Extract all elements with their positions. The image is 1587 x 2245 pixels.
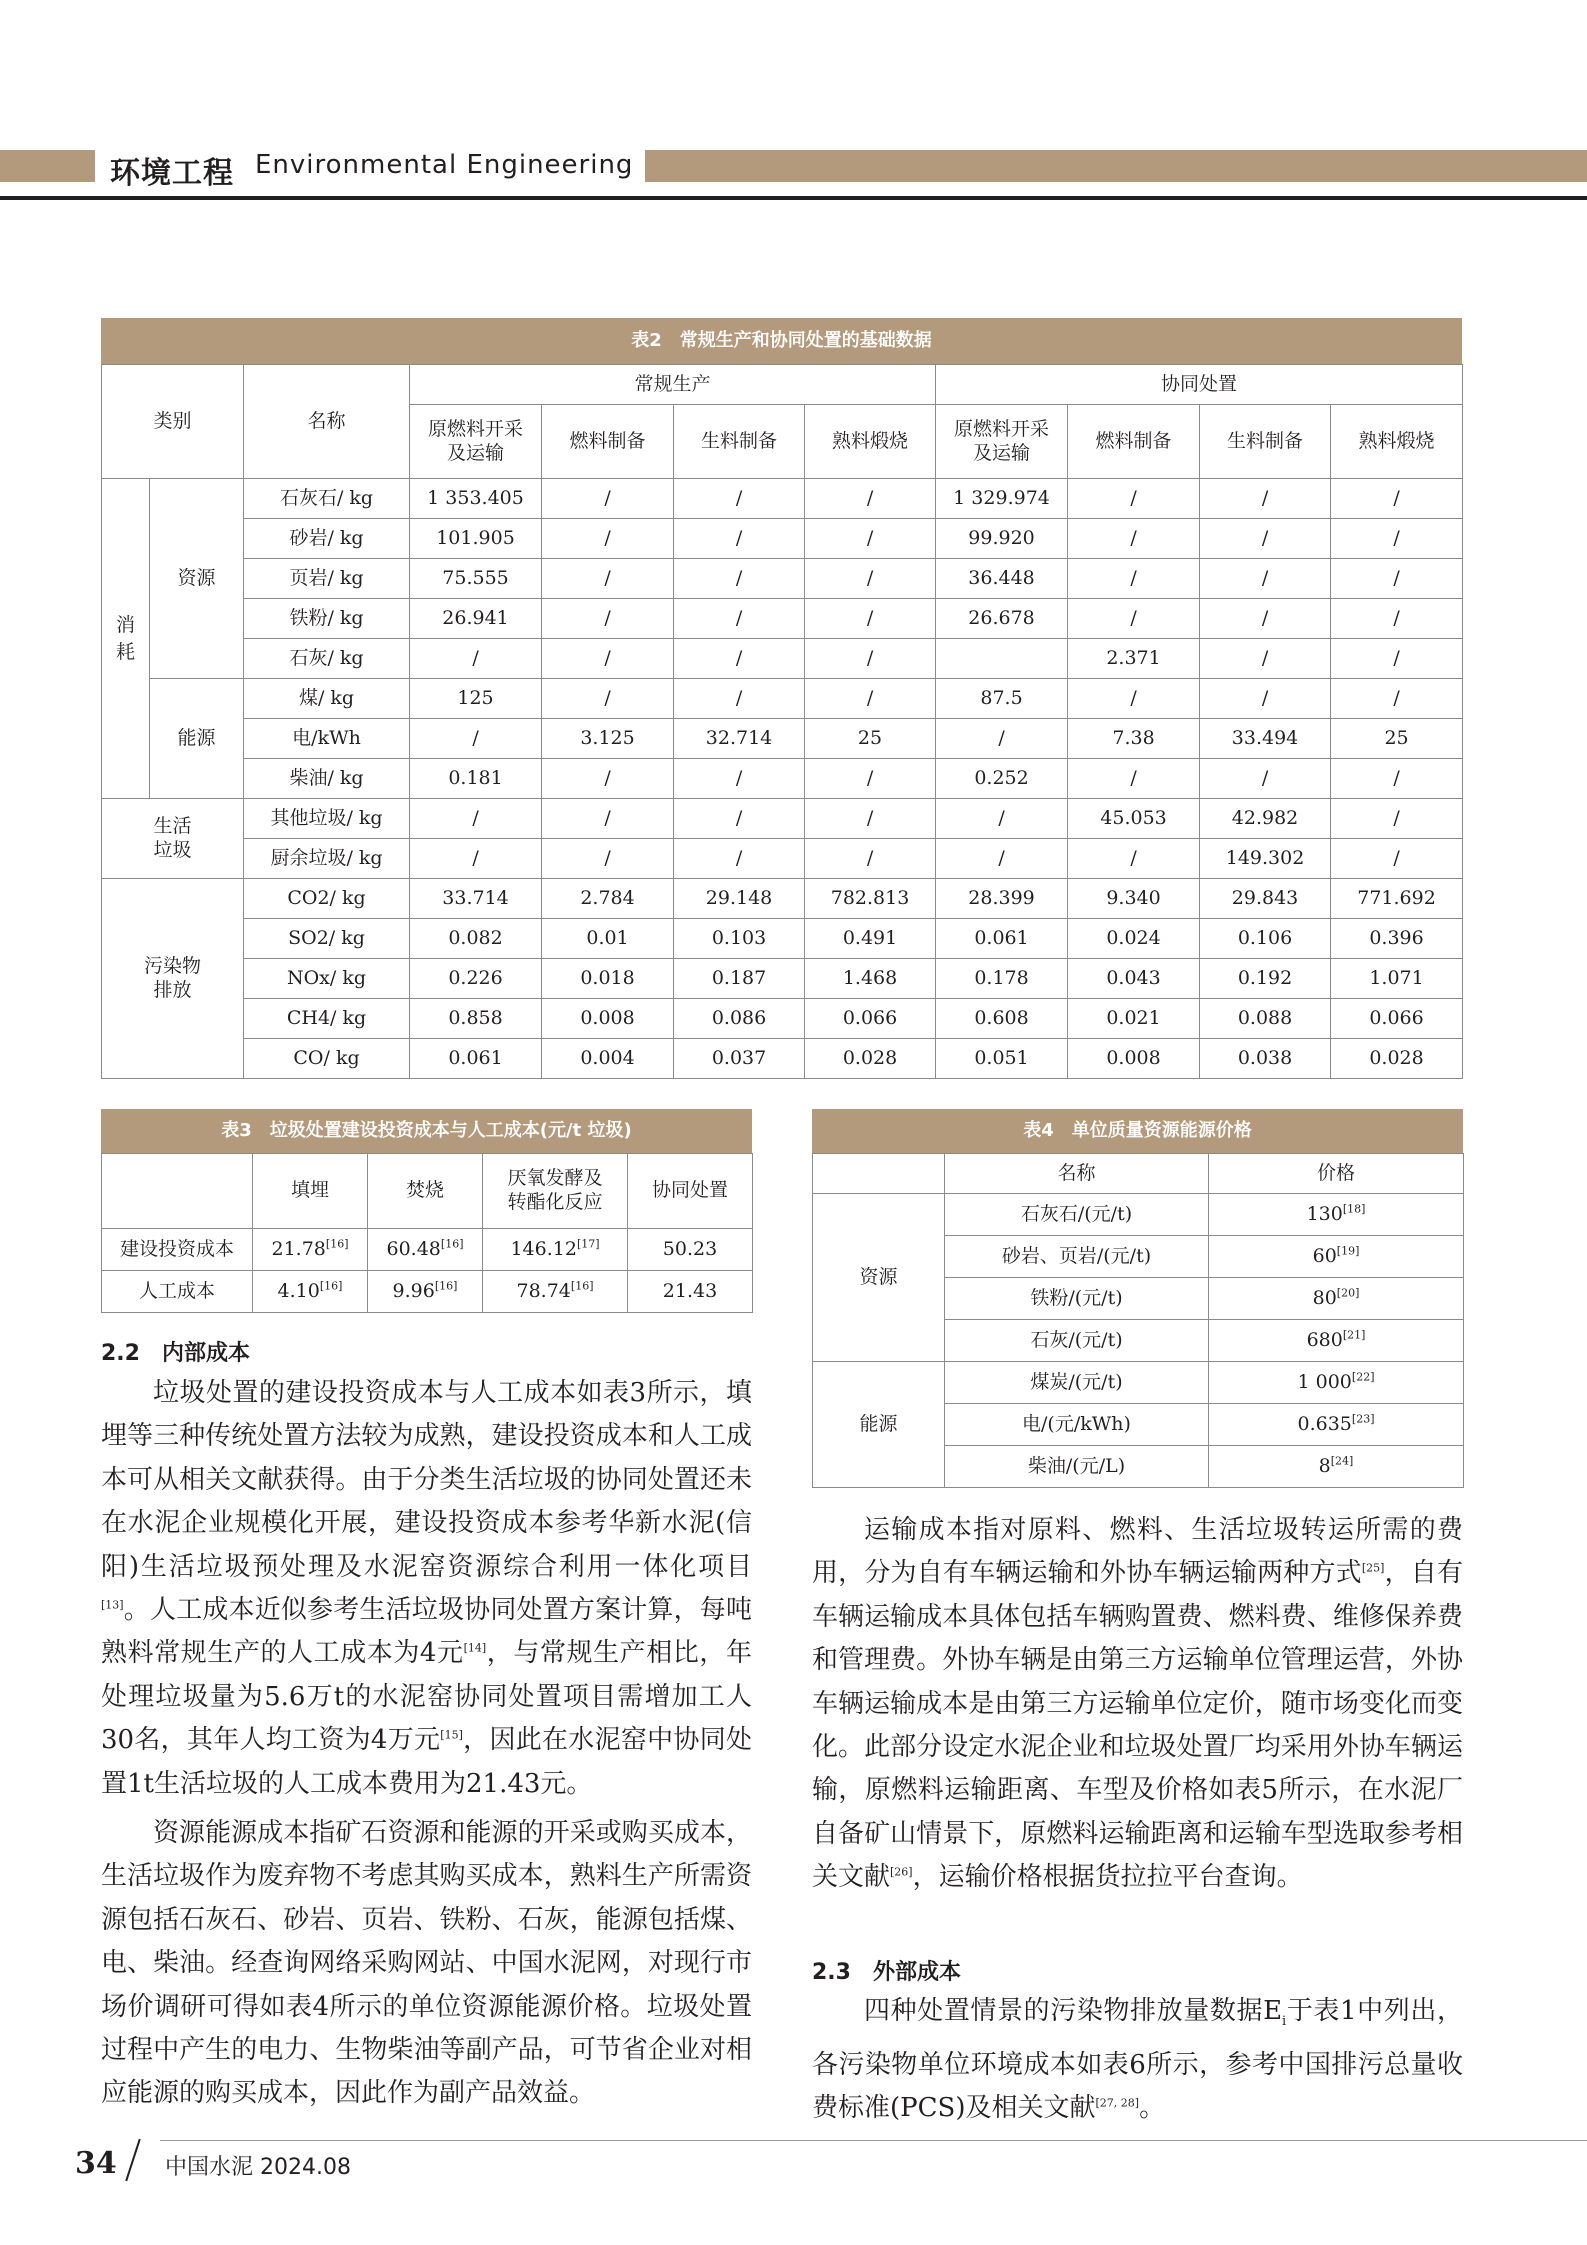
table2-cell: / bbox=[542, 759, 674, 799]
table2-cell: 42.982 bbox=[1200, 799, 1331, 839]
table3-col-header: 协同处置 bbox=[628, 1154, 753, 1229]
table2-cell: / bbox=[410, 719, 542, 759]
table2-cell: / bbox=[936, 839, 1068, 879]
journal-header bbox=[0, 148, 1587, 191]
table3-row-label: 建设投资成本 bbox=[102, 1229, 253, 1271]
page-number: 34 bbox=[75, 2146, 117, 2181]
table2-category-household-waste: 生活垃圾 bbox=[102, 799, 244, 879]
table4-price-cell: 80[20] bbox=[1209, 1278, 1464, 1320]
table4 bbox=[812, 1153, 1464, 1488]
table2-cell: / bbox=[1200, 479, 1331, 519]
table2-cell: 0.061 bbox=[410, 1039, 542, 1079]
table2-cell: / bbox=[1200, 559, 1331, 599]
header-accent-right bbox=[645, 150, 1587, 182]
table2 bbox=[101, 364, 1463, 1079]
table2-cell: / bbox=[542, 599, 674, 639]
table2-cell: / bbox=[1068, 559, 1200, 599]
table2-stage: 原燃料开采及运输 bbox=[410, 405, 542, 479]
table2-cell: 101.905 bbox=[410, 519, 542, 559]
section-2-2-heading: 2.2 内部成本 bbox=[101, 1341, 250, 1366]
table2-cell: 0.088 bbox=[1200, 999, 1331, 1039]
table2-cell: 0.066 bbox=[1331, 999, 1463, 1039]
table2-cell: 0.178 bbox=[936, 959, 1068, 999]
table2-cell: 28.399 bbox=[936, 879, 1068, 919]
table2-cell: / bbox=[805, 479, 936, 519]
table2-cell: 1.468 bbox=[805, 959, 936, 999]
table2-cell: 75.555 bbox=[410, 559, 542, 599]
table2-cell: 29.148 bbox=[674, 879, 805, 919]
table2-row-name: 其他垃圾/ kg bbox=[244, 799, 410, 839]
table2-cell: / bbox=[1068, 479, 1200, 519]
table2-cell: / bbox=[805, 519, 936, 559]
table2-cell: 1 353.405 bbox=[410, 479, 542, 519]
table3-cell: 50.23 bbox=[628, 1229, 753, 1271]
table2-cell: 0.086 bbox=[674, 999, 805, 1039]
table2-stage: 原燃料开采及运输 bbox=[936, 405, 1068, 479]
table2-subcategory-resource: 资源 bbox=[150, 479, 244, 679]
table2-cell: 33.494 bbox=[1200, 719, 1331, 759]
table2-subcategory-energy: 能源 bbox=[150, 679, 244, 799]
table4-header-price: 价格 bbox=[1209, 1154, 1464, 1194]
table2-cell: / bbox=[1331, 759, 1463, 799]
table2-cell: / bbox=[1331, 559, 1463, 599]
table2-cell: / bbox=[805, 679, 936, 719]
table4-header-name: 名称 bbox=[945, 1154, 1209, 1194]
table2-cell: 0.004 bbox=[542, 1039, 674, 1079]
table3 bbox=[101, 1153, 753, 1313]
table3-cell: 4.10[16] bbox=[253, 1271, 368, 1313]
table4-price-cell: 680[21] bbox=[1209, 1320, 1464, 1362]
table4-price-cell: 1 000[22] bbox=[1209, 1362, 1464, 1404]
table3-cell: 21.43 bbox=[628, 1271, 753, 1313]
table3-corner bbox=[102, 1154, 253, 1229]
table2-cell: 0.226 bbox=[410, 959, 542, 999]
table2-cell: 0.608 bbox=[936, 999, 1068, 1039]
table2-cell: / bbox=[805, 799, 936, 839]
table2-cell: 25 bbox=[1331, 719, 1463, 759]
table2-cell: 0.018 bbox=[542, 959, 674, 999]
table2-stage: 生料制备 bbox=[1200, 405, 1331, 479]
paragraph-external-cost: 四种处置情景的污染物排放量数据$E_i$于表1中列出，各污染物单位环境成本如表6所示，参考中国排污总量收费标准(PCS)及相关文献[27, 28]。 bbox=[812, 1996, 1463, 2123]
table2-cell: / bbox=[1200, 759, 1331, 799]
header-rule bbox=[0, 196, 1587, 200]
table2-stage: 燃料制备 bbox=[542, 405, 674, 479]
table2-cell: 2.784 bbox=[542, 879, 674, 919]
table2-caption: 表2 常规生产和协同处置的基础数据 bbox=[101, 318, 1462, 364]
table2-cell: / bbox=[1331, 799, 1463, 839]
table2-cell: 0.187 bbox=[674, 959, 805, 999]
table2-cell: / bbox=[542, 519, 674, 559]
table2-row-name: 石灰石/ kg bbox=[244, 479, 410, 519]
table2-cell: / bbox=[1331, 479, 1463, 519]
table2-cell: 0.082 bbox=[410, 919, 542, 959]
table2-cell: 33.714 bbox=[410, 879, 542, 919]
table2-cell: / bbox=[410, 839, 542, 879]
table2-row-name: 石灰/ kg bbox=[244, 639, 410, 679]
table2-cell: 0.061 bbox=[936, 919, 1068, 959]
table2-cell: / bbox=[542, 799, 674, 839]
table2-row-name: CO2/ kg bbox=[244, 879, 410, 919]
table2-header-coprocessing: 协同处置 bbox=[936, 365, 1463, 405]
table4-row-name: 电/(元/kWh) bbox=[945, 1404, 1209, 1446]
table4-price-cell: 130[18] bbox=[1209, 1194, 1464, 1236]
table2-cell: 1.071 bbox=[1331, 959, 1463, 999]
table3-cell: 21.78[16] bbox=[253, 1229, 368, 1271]
table2-cell: / bbox=[1200, 679, 1331, 719]
table2-cell: 0.037 bbox=[674, 1039, 805, 1079]
table3-cell: 146.12[17] bbox=[483, 1229, 628, 1271]
table2-header-conventional: 常规生产 bbox=[410, 365, 936, 405]
section-2-3-heading: 2.3 外部成本 bbox=[812, 1960, 961, 1985]
table2-cell: / bbox=[1068, 599, 1200, 639]
table2-cell: 0.396 bbox=[1331, 919, 1463, 959]
table2-cell: / bbox=[805, 839, 936, 879]
table2-cell: / bbox=[542, 639, 674, 679]
table2-row-name: NOx/ kg bbox=[244, 959, 410, 999]
table2-cell: / bbox=[1068, 519, 1200, 559]
table2-cell: / bbox=[542, 559, 674, 599]
table3-col-header: 焚烧 bbox=[368, 1154, 483, 1229]
table2-cell: / bbox=[1200, 519, 1331, 559]
table2-cell: 25 bbox=[805, 719, 936, 759]
table2-cell: / bbox=[410, 639, 542, 679]
table2-cell: 0.858 bbox=[410, 999, 542, 1039]
table2-cell: 26.941 bbox=[410, 599, 542, 639]
table2-cell: / bbox=[542, 679, 674, 719]
table2-cell: 0.028 bbox=[1331, 1039, 1463, 1079]
table2-cell: / bbox=[410, 799, 542, 839]
table2-cell: / bbox=[936, 799, 1068, 839]
table2-cell: / bbox=[1200, 599, 1331, 639]
table2-cell: / bbox=[674, 639, 805, 679]
table2-cell: 99.920 bbox=[936, 519, 1068, 559]
table2-cell: 36.448 bbox=[936, 559, 1068, 599]
table4-row-name: 煤炭/(元/t) bbox=[945, 1362, 1209, 1404]
table2-cell: 0.021 bbox=[1068, 999, 1200, 1039]
table2-row-name: 煤/ kg bbox=[244, 679, 410, 719]
table3-col-header: 填埋 bbox=[253, 1154, 368, 1229]
table2-cell: 0.051 bbox=[936, 1039, 1068, 1079]
table2-cell: 771.692 bbox=[1331, 879, 1463, 919]
table2-row-name: 页岩/ kg bbox=[244, 559, 410, 599]
table2-cell: 7.38 bbox=[1068, 719, 1200, 759]
table2-cell: / bbox=[674, 599, 805, 639]
table2-cell: 9.340 bbox=[1068, 879, 1200, 919]
table2-cell: 3.125 bbox=[542, 719, 674, 759]
table2-row-name: SO2/ kg bbox=[244, 919, 410, 959]
table2-cell bbox=[936, 639, 1068, 679]
table2-cell: / bbox=[674, 839, 805, 879]
table3-cell: 9.96[16] bbox=[368, 1271, 483, 1313]
table2-cell: 45.053 bbox=[1068, 799, 1200, 839]
table2-row-name: 铁粉/ kg bbox=[244, 599, 410, 639]
table4-row-name: 柴油/(元/L) bbox=[945, 1446, 1209, 1488]
table4-row-name: 石灰石/(元/t) bbox=[945, 1194, 1209, 1236]
table2-cell: / bbox=[1331, 519, 1463, 559]
paragraph-transport-cost: 运输成本指对原料、燃料、生活垃圾转运所需的费用，分为自有车辆运输和外协车辆运输两种方式[25]，自有车辆运输成本具体包括车辆购置费、燃料费、维修保养费和管理费。外协车辆是由第三方运输单位管理运营，外协车辆运输成本是由第三方运输单位定价，随市场变化而变化。此部分设定水泥企业和垃圾处置厂均采用外协车辆运输，原燃料运输距离、车型及价格如表5所示，在水泥厂自备矿山情景下，原燃料运输距离和运输车型选取参考相关文献[26]，运输价格根据货拉拉平台查询。 bbox=[812, 1515, 1463, 1893]
table2-cell: / bbox=[805, 599, 936, 639]
table2-cell: 0.181 bbox=[410, 759, 542, 799]
table2-row-name: 电/kWh bbox=[244, 719, 410, 759]
table2-row-name: 厨余垃圾/ kg bbox=[244, 839, 410, 879]
table2-stage: 熟料煅烧 bbox=[1331, 405, 1463, 479]
table2-cell: 149.302 bbox=[1200, 839, 1331, 879]
table3-cell: 78.74[16] bbox=[483, 1271, 628, 1313]
table2-cell: 0.024 bbox=[1068, 919, 1200, 959]
table2-stage: 燃料制备 bbox=[1068, 405, 1200, 479]
table2-cell: / bbox=[805, 559, 936, 599]
table2-row-name: CO/ kg bbox=[244, 1039, 410, 1079]
table2-cell: / bbox=[1331, 839, 1463, 879]
table2-cell: / bbox=[1331, 679, 1463, 719]
table2-cell: / bbox=[542, 839, 674, 879]
table2-row-name: 砂岩/ kg bbox=[244, 519, 410, 559]
table4-price-cell: 60[19] bbox=[1209, 1236, 1464, 1278]
table2-cell: 1 329.974 bbox=[936, 479, 1068, 519]
table2-cell: / bbox=[1200, 639, 1331, 679]
table2-cell: / bbox=[1068, 839, 1200, 879]
table2-row-name: 柴油/ kg bbox=[244, 759, 410, 799]
table2-cell: / bbox=[674, 759, 805, 799]
section-title-en: Environmental Engineering bbox=[255, 150, 634, 180]
table2-cell: 125 bbox=[410, 679, 542, 719]
footer-rule bbox=[160, 2140, 1587, 2141]
table2-cell: 0.01 bbox=[542, 919, 674, 959]
paragraph-internal-cost: 垃圾处置的建设投资成本与人工成本如表3所示，填埋等三种传统处置方法较为成熟，建设投资成本和人工成本可从相关文献获得。由于分类生活垃圾的协同处置还未在水泥企业规模化开展，建设投资成本参考华新水泥(信阳)生活垃圾预处理及水泥窑资源综合利用一体化项目[13]。人工成本近似参考生活垃圾协同处置方案计算，每吨熟料常规生产的人工成本为4元[14]，与常规生产相比，年处理垃圾量为5.6万t的水泥窑协同处置项目需增加工人30名，其年人均工资为4万元[15]，因此在水泥窑中协同处置1t生活垃圾的人工成本费用为21.43元。 bbox=[101, 1378, 752, 1799]
table2-cell: / bbox=[674, 479, 805, 519]
table2-cell: 0.008 bbox=[1068, 1039, 1200, 1079]
footer-divider bbox=[125, 2139, 140, 2181]
table2-cell: 0.043 bbox=[1068, 959, 1200, 999]
table2-cell: 26.678 bbox=[936, 599, 1068, 639]
table2-cell: 0.192 bbox=[1200, 959, 1331, 999]
table2-cell: 0.103 bbox=[674, 919, 805, 959]
table2-cell: / bbox=[1068, 679, 1200, 719]
table2-cell: / bbox=[1068, 759, 1200, 799]
table2-stage: 生料制备 bbox=[674, 405, 805, 479]
table2-cell: / bbox=[805, 759, 936, 799]
table4-group-resource: 资源 bbox=[813, 1194, 945, 1362]
table2-cell: / bbox=[674, 519, 805, 559]
section-title-cn: 环境工程 bbox=[110, 156, 234, 191]
table4-row-name: 砂岩、页岩/(元/t) bbox=[945, 1236, 1209, 1278]
table2-cell: 0.106 bbox=[1200, 919, 1331, 959]
table2-header-name: 名称 bbox=[244, 365, 410, 479]
paragraph-resource-cost: 资源能源成本指矿石资源和能源的开采或购买成本，生活垃圾作为废弃物不考虑其购买成本，熟料生产所需资源包括石灰石、砂岩、页岩、铁粉、石灰，能源包括煤、电、柴油。经查询网络采购网站、中国水泥网，对现行市场价调研可得如表4所示的单位资源能源价格。垃圾处置过程中产生的电力、生物柴油等副产品，可节省企业对相应能源的购买成本，因此作为副产品效益。 bbox=[101, 1818, 752, 2109]
table2-cell: 0.066 bbox=[805, 999, 936, 1039]
journal-issue: 中国水泥 2024.08 bbox=[165, 2155, 351, 2180]
table2-row-name: CH4/ kg bbox=[244, 999, 410, 1039]
table4-price-cell: 0.635[23] bbox=[1209, 1404, 1464, 1446]
table4-row-name: 铁粉/(元/t) bbox=[945, 1278, 1209, 1320]
table2-cell: / bbox=[805, 639, 936, 679]
table2-cell: / bbox=[1331, 639, 1463, 679]
table3-caption: 表3 垃圾处置建设投资成本与人工成本(元/t 垃圾) bbox=[101, 1109, 752, 1153]
table4-caption: 表4 单位质量资源能源价格 bbox=[812, 1109, 1463, 1153]
table2-cell: / bbox=[674, 559, 805, 599]
table2-cell: 87.5 bbox=[936, 679, 1068, 719]
table2-cell: 0.028 bbox=[805, 1039, 936, 1079]
table2-header-category: 类别 bbox=[102, 365, 244, 479]
table2-cell: / bbox=[674, 799, 805, 839]
table3-cell: 60.48[16] bbox=[368, 1229, 483, 1271]
table2-cell: / bbox=[1331, 599, 1463, 639]
table2-category-pollutant: 污染物排放 bbox=[102, 879, 244, 1079]
table4-row-name: 石灰/(元/t) bbox=[945, 1320, 1209, 1362]
table2-cell: 29.843 bbox=[1200, 879, 1331, 919]
table2-category-consumption: 消耗 bbox=[102, 479, 150, 799]
table4-corner bbox=[813, 1154, 945, 1194]
table4-price-cell: 8[24] bbox=[1209, 1446, 1464, 1488]
table2-stage: 熟料煅烧 bbox=[805, 405, 936, 479]
table2-cell: 0.038 bbox=[1200, 1039, 1331, 1079]
table2-cell: 782.813 bbox=[805, 879, 936, 919]
table2-cell: 32.714 bbox=[674, 719, 805, 759]
table2-cell: 0.491 bbox=[805, 919, 936, 959]
table4-group-energy: 能源 bbox=[813, 1362, 945, 1488]
table2-cell: 0.008 bbox=[542, 999, 674, 1039]
table3-col-header: 厌氧发酵及转酯化反应 bbox=[483, 1154, 628, 1229]
table2-cell: / bbox=[542, 479, 674, 519]
table2-cell: / bbox=[936, 719, 1068, 759]
table2-cell: / bbox=[674, 679, 805, 719]
table2-cell: 0.252 bbox=[936, 759, 1068, 799]
table2-cell: 2.371 bbox=[1068, 639, 1200, 679]
header-accent-left bbox=[0, 150, 95, 182]
table3-row-label: 人工成本 bbox=[102, 1271, 253, 1313]
